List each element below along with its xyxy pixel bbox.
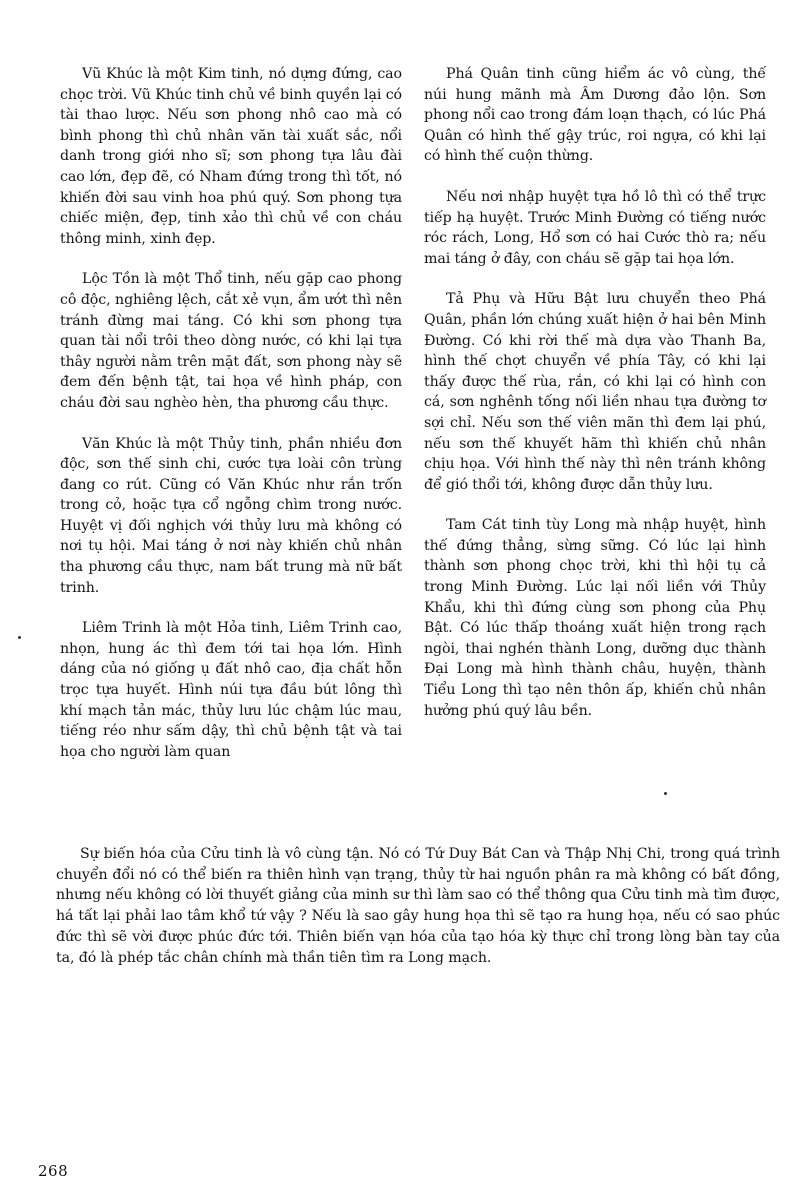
page-number: 268: [38, 1162, 69, 1180]
paragraph-tam-cat: Tam Cát tinh tùy Long mà nhập huyệt, hình thế đứng thẳng, sừng sững. Có lúc lại hình thành sơn phong chọc trời, khi thì hội tụ cả trong Minh Đường. Lúc lại nối liền với Thủy Khẩu, khi thì đứng cùng sơn phong của Phụ Bật. Có lúc thấp thoáng xuất hiện trong rạch ngòi, thai nghén thành Long, dưỡng dục thành Đại Long mà hình thành châu, huyện, thành Tiểu Long thì tạo nên thôn ấp, khiến chủ nhân hưởng phú quý lâu bền.: [424, 517, 766, 719]
paragraph-van-khuc: Văn Khúc là một Thủy tinh, phần nhiều đơn độc, sơn thế sinh chi, cước tựa loài côn trùng đang co rút. Cũng có Văn Khúc như rắn trốn trong cỏ, hoặc tựa cổ ngỗng chìm trong nước. Huyệt vị đối nghịch với thủy lưu mà không có nơi tụ hội. Mai táng ở nơi này khiến chủ nhân tha phương cầu thực, nam bất trung mà nữ bất trinh.: [60, 435, 402, 596]
scan-speck: [664, 792, 667, 795]
paragraph-loc-ton: Lộc Tồn là một Thổ tinh, nếu gặp cao phong cô độc, nghiêng lệch, cắt xẻ vụn, ẩm ướt thì nên tránh đừng mai táng. Có khi sơn phong tựa quan tài nổi trôi theo dòng nước, có khi lại tựa thây người nằm trên mặt đất, sơn phong này sẽ đem đến bệnh tật, tai họa về hình pháp, con cháu đời sau nghèo hèn, tha phương cầu thực.: [60, 271, 402, 411]
paragraph-liem-trinh: Liêm Trinh là một Hỏa tinh, Liêm Trinh cao, nhọn, hung ác thì đem tới tai họa lớn. Hình dáng của nó giống ụ đất nhô cao, địa chất hỗn trọc tựa huyết. Hình núi tựa đầu bút lông thì khí mạch tản mác, thủy lưu lúc chậm lúc mau, tiếng réo như sấm dậy, thì chủ bệnh tật và tai họa cho người làm quan: [60, 620, 402, 760]
scan-speck: [18, 636, 21, 639]
paragraph-cuu-tinh-summary: Sự biến hóa của Cửu tinh là vô cùng tận. Nó có Tứ Duy Bát Can và Thập Nhị Chi, trong quá trình chuyển đổi nó có thể biến ra thiên hình vạn trạng, thủy từ hai nguồn phân ra mà không có bất đồng, nhưng nếu không có lời thuyết giảng của minh sư thì làm sao có thể thông qua Cửu tinh mà tìm được, há tất lại phải lao tâm khổ tứ vậy ? Nếu là sao gây hung họa thì sẽ tạo ra hung họa, nếu có sao phúc đức thì sẽ vời được phúc đức tới. Thiên biến vạn hóa của tạo hóa kỳ thực chỉ trong lòng bàn tay của ta, đó là phép tắc chân chính mà thần tiên tìm ra Long mạch.: [56, 846, 780, 966]
left-column: [60, 64, 402, 782]
paragraph-nhap-huyet: Nếu nơi nhập huyệt tựa hồ lô thì có thể trực tiếp hạ huyệt. Trước Minh Đường có tiếng nước róc rách, Long, Hổ sơn có hai Cước thò ra; nếu mai táng ở đây, con cháu sẽ gặp tai họa lớn.: [424, 188, 766, 267]
right-column: [424, 64, 766, 741]
paragraph-ta-phu-huu-bat: Tả Phụ và Hữu Bật lưu chuyển theo Phá Quân, phần lớn chúng xuất hiện ở hai bên Minh Đường. Có khi rời thế mà dựa vào Thanh Ba, hình thế chợt chuyển về phía Tây, có khi lại thấy được thế rùa, rắn, có khi lại có hình con cá, sơn nghênh tống nối liền nhau tựa đường tơ sợi chỉ. Nếu sơn thế viên mãn thì đem lại phú, nếu sơn thế khuyết hãm thì khiến chủ nhân chịu họa. Với hình thế này thì nên tránh không để gió thổi tới, không được dẫn thủy lưu.: [424, 291, 766, 493]
paragraph-vu-khuc: Vũ Khúc là một Kim tinh, nó dựng đứng, cao chọc trời. Vũ Khúc tinh chủ về binh quyền lại có tài thao lược. Nếu sơn phong nhô cao mà có bình phong thì chủ nhân văn tài xuất sắc, nổi danh trong giới nho sĩ; sơn phong tựa lâu đài cao lớn, đẹp đẽ, có Nham đứng trong thì tốt, nó khiến đời sau vinh hoa phú quý. Sơn phong tựa chiếc miện, đẹp, tinh xảo thì chủ về con cháu thông minh, xinh đẹp.: [60, 66, 402, 247]
paragraph-pha-quan: Phá Quân tinh cũng hiểm ác vô cùng, thế núi hung mãnh mà Âm Dương đảo lộn. Sơn phong nổi cao trong đám loạn thạch, có lúc Phá Quân có hình thế gậy trúc, roi ngựa, có khi lại có hình thế cuộn thừng.: [424, 66, 766, 165]
